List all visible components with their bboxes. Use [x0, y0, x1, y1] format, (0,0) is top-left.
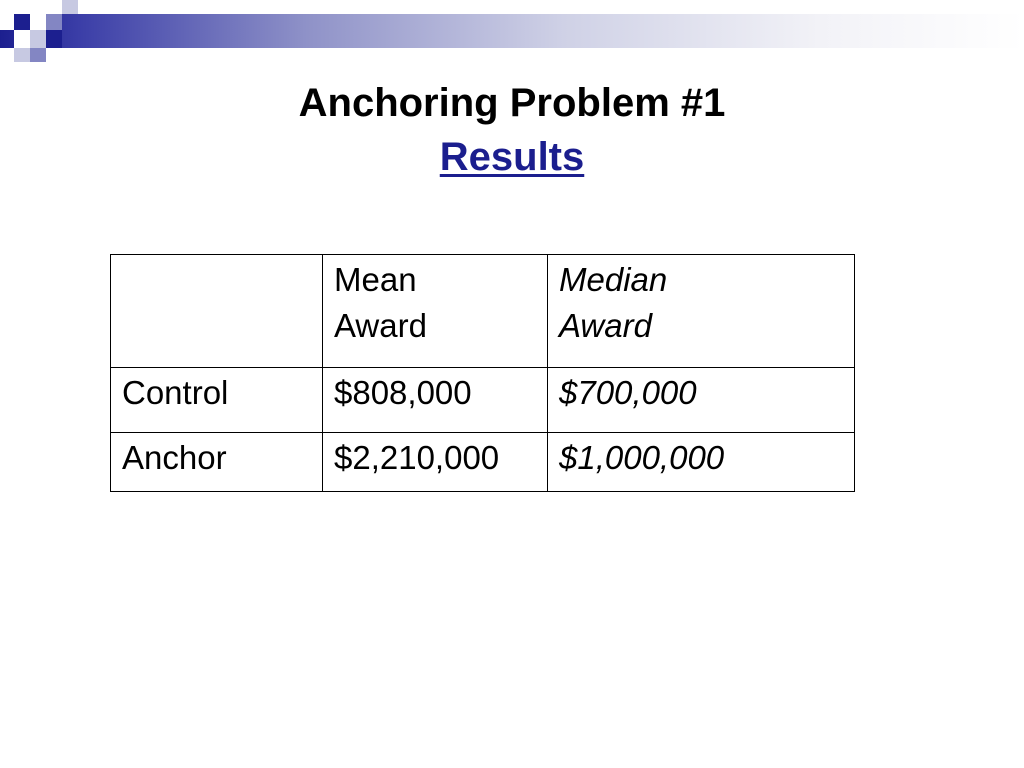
table-row [111, 368, 855, 433]
row-label-control: Control [111, 368, 323, 433]
header-mean-line2: Award [334, 307, 427, 344]
results-table [110, 254, 855, 492]
header-median-line1: Median [559, 261, 668, 298]
header-mean-award [323, 255, 548, 368]
anchor-mean-cell: $2,210,000 [323, 433, 548, 492]
decorative-square [30, 14, 46, 30]
anchor-median-cell: $1,000,000 [548, 433, 855, 492]
slide-subtitle [0, 132, 1024, 182]
decorative-square [14, 48, 30, 62]
decorative-square [62, 0, 78, 14]
header-decorative-band [0, 14, 1024, 48]
table-row [111, 433, 855, 492]
row-label-anchor: Anchor [111, 433, 323, 492]
results-link[interactable]: Results [439, 135, 585, 179]
header-empty-cell [111, 255, 323, 368]
control-mean-cell: $808,000 [323, 368, 548, 433]
decorative-square [30, 30, 46, 48]
header-median-award [548, 255, 855, 368]
table-header-row [111, 255, 855, 368]
decorative-square [30, 48, 46, 62]
decorative-square [46, 30, 62, 48]
header-median-line2: Award [559, 307, 652, 344]
control-median-cell: $700,000 [548, 368, 855, 433]
decorative-square [14, 30, 30, 48]
decorative-square [46, 14, 62, 30]
slide-title: Anchoring Problem #1 [298, 81, 726, 125]
decorative-square [14, 14, 30, 30]
decorative-square [0, 14, 14, 30]
header-mean-line1: Mean [334, 261, 417, 298]
